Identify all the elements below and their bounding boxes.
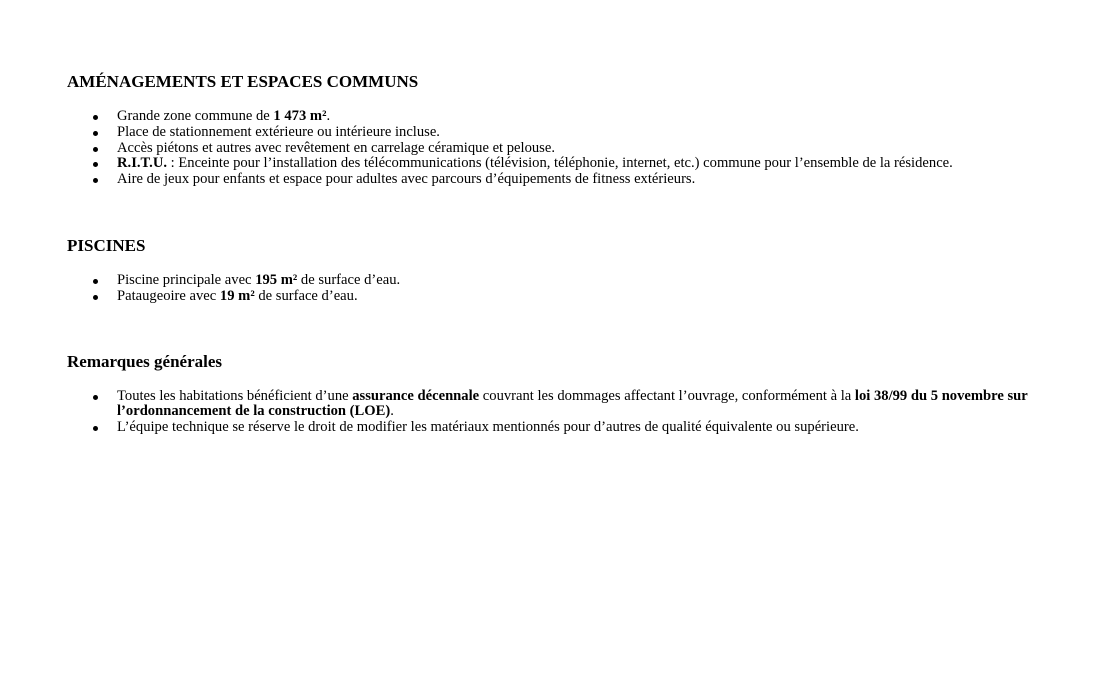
item-text: de surface d’eau. [254,287,358,304]
section-amenagements [67,72,1057,188]
item-text: . [326,108,331,124]
section-title: AMÉNAGEMENTS ET ESPACES COMMUNS [67,72,419,91]
item-text: de surface d’eau. [297,271,401,288]
list-item [67,389,1057,421]
bullet-list [67,109,1057,188]
item-text: . [390,403,394,420]
item-bold-text: loi 38/99 du 5 novembre sur l’ordonnancement de la construction (LOE) [117,387,1028,420]
bullet-icon [93,178,98,183]
bullet-icon [93,162,98,167]
item-text: Piscine principale avec [117,271,256,288]
item-text: Toutes les habitations bénéficient d’une [117,387,353,404]
item-bold-text: 1 473 m² [273,108,327,124]
section-title: PISCINES [67,235,146,255]
bullet-icon [93,147,98,152]
bullet-icon [93,115,98,120]
item-text: Grande zone commune de [117,108,274,124]
bullet-icon [93,395,98,400]
bullet-icon [93,426,98,431]
item-bold-text: assurance décennale [352,387,480,404]
section-spacer [67,305,1057,352]
list-item [67,141,1057,157]
item-bold-text: R.I.T.U. [117,155,168,172]
list-item [67,109,1057,125]
bullet-icon [93,279,98,284]
list-item [67,172,1057,188]
bullet-icon [93,131,98,136]
item-text: Pataugeoire avec [117,287,220,304]
document-page [67,72,1057,436]
list-item [67,273,1057,289]
item-text: : Enceinte pour l’installation des télécommunications (télévision, téléphonie, internet, etc.) commune pour l’ensemble de la résidence. [167,155,953,172]
section-spacer [67,188,1057,236]
section-piscines [67,236,1057,305]
list-item [67,156,1057,172]
item-bold-text: 19 m² [219,287,255,304]
item-text: L’équipe technique se réserve le droit de modifier les matériaux mentionnés pour d’autres de qualité équivalente ou supérieure. [117,419,859,436]
item-text: couvrant les dommages affectant l’ouvrage, conformément à la [479,387,855,404]
section-title: Remarques générales [67,351,223,371]
item-bold-text: 195 m² [255,271,298,288]
bullet-list [67,389,1057,436]
list-item [67,289,1057,305]
bullet-list [67,273,1057,305]
item-text: Aire de jeux pour enfants et espace pour adultes avec parcours d’équipements de fitness extérieurs. [117,171,696,188]
item-text: Place de stationnement extérieure ou intérieure incluse. [117,123,440,140]
section-remarques [67,352,1057,436]
list-item [67,125,1057,141]
item-text: Accès piétons et autres avec revêtement en carrelage céramique et pelouse. [117,139,555,156]
bullet-icon [93,295,98,300]
list-item [67,420,1057,436]
